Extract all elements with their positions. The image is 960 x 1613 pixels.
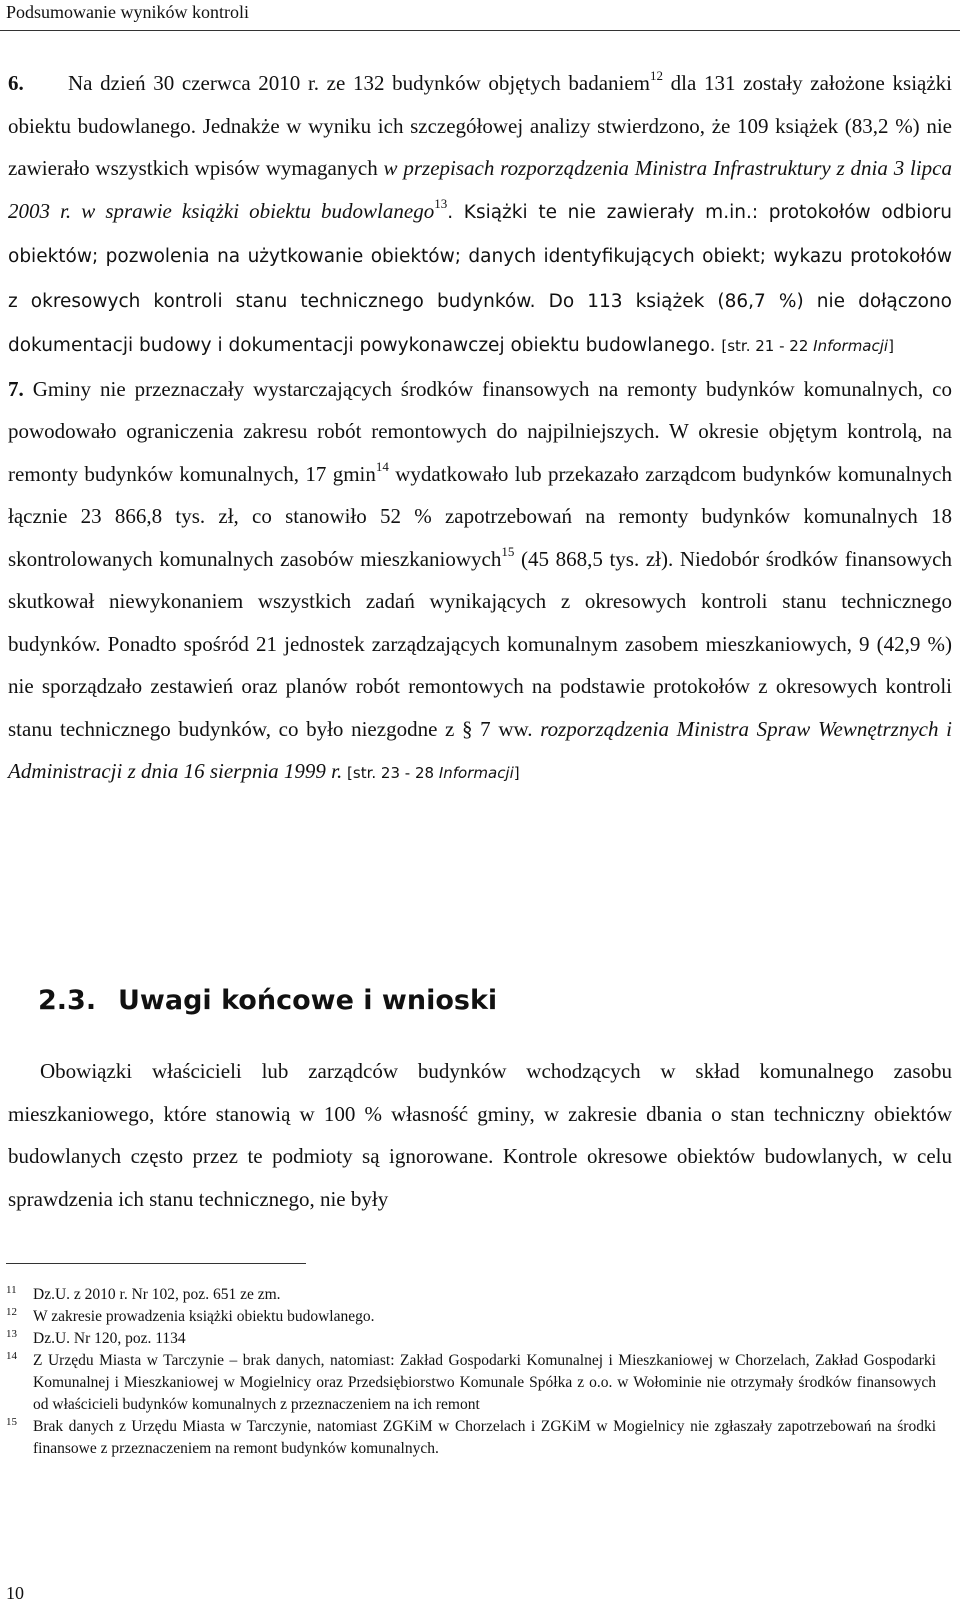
section-heading bbox=[38, 985, 497, 1016]
text: wydatkowało lub przekazało zarządcom budynków komunalnych łącznie 23 866,8 tys. zł, co stanowiło 52 % zapotrzebowań na remonty budynków komunalnych 18 skontrolowanych komunalnych zasobów mieszkaniowych bbox=[8, 461, 952, 571]
page-reference-end: ] bbox=[888, 337, 894, 355]
item-number: 6. bbox=[8, 71, 24, 95]
footnote-text: Dz.U. Nr 120, poz. 1134 bbox=[33, 1330, 186, 1347]
text: Na dzień 30 czerwca 2010 r. ze 132 budynków objętych badaniem bbox=[68, 71, 651, 95]
running-header: Podsumowanie wyników kontroli bbox=[6, 2, 249, 22]
section-number: 2.3. bbox=[38, 985, 97, 1016]
footnote-ref: 13 bbox=[434, 195, 448, 211]
item-number: 7. bbox=[8, 376, 24, 401]
page-number: 10 bbox=[6, 1583, 24, 1603]
page-reference-doc: Informacji bbox=[813, 337, 889, 355]
page-reference: [str. 21 - 22 bbox=[721, 337, 814, 355]
footnote-number: 15 bbox=[6, 1416, 17, 1428]
legal-act-citation: rozporządzenia Ministra Spraw Wewnętrznych i Administracji z dnia 16 sierpnia 1999 r. bbox=[8, 716, 952, 783]
footnote-number: 14 bbox=[6, 1350, 17, 1362]
footnote bbox=[6, 1328, 936, 1350]
footnote-text: Dz.U. z 2010 r. Nr 102, poz. 651 ze zm. bbox=[33, 1286, 281, 1303]
page-reference-end: ] bbox=[513, 764, 520, 782]
footnote-divider bbox=[6, 1263, 306, 1264]
footnote bbox=[6, 1284, 936, 1306]
text: Gminy nie przeznaczały wystarczających środków finansowych na remonty budynków komunalnych, co powodowało ograniczenia zakresu robót remontowych do najpilniejszych. W okresie objętym kontrolą, na remonty budynków komunalnych, 17 gmin bbox=[8, 376, 952, 486]
footnote-number: 11 bbox=[6, 1284, 17, 1296]
footnote-ref: 15 bbox=[501, 543, 515, 559]
text: . Książki te nie zawierały m.in.: protokołów odbioru obiektów; pozwolenia na użytkowanie obiektów; danych identyfikujących obiekt; wykazu protokołów z okresowych kontroli stanu technicznego budynków. Do 113 książek (86,7 %) nie dołączono dokumentacji budowy i dokumentacji powykonawczej obiektu budowlanego. bbox=[8, 201, 952, 356]
section-title: Uwagi końcowe i wnioski bbox=[118, 985, 498, 1016]
footnote-text: Brak danych z Urzędu Miasta w Tarczynie, natomiast ZGKiM w Chorzelach i ZGKiM w Mogielnicy nie zgłaszały zapotrzebowań na środki finansowe z przeznaczeniem na remont budynków komunalnych. bbox=[33, 1418, 936, 1457]
paragraph-item-7 bbox=[8, 368, 952, 795]
legal-act-citation: w przepisach rozporządzenia Ministra Infrastruktury z dnia 3 lipca 2003 r. w sprawie książki obiektu budowlanego bbox=[8, 156, 953, 223]
text: dla 131 zostały założone książki obiektu budowlanego. Jednakże w wyniku ich szczegółowej analizy stwierdzono, że 109 książek (83,2 %) nie zawierało wszystkich wpisów wymaganych bbox=[8, 71, 952, 180]
footnote-ref: 14 bbox=[375, 458, 389, 474]
footnote-ref: 12 bbox=[650, 68, 664, 83]
footnotes bbox=[6, 1284, 936, 1460]
page-reference: [str. 23 - 28 bbox=[342, 764, 439, 782]
text: (45 868,5 tys. zł). Niedobór środków finansowych skutkował niewykonaniem wszystkich zadań wynikających z okresowych kontroli stanu technicznego budynków. Ponadto spośród 21 jednostek zarządzających komunalnym zasobem mieszkaniowych, 9 (42,9 %) nie sporządzało zestawień oraz planów robót remontowych na podstawie protokołów z okresowych kontroli stanu technicznego budynków, co było niezgodne z § 7 ww. bbox=[8, 546, 952, 741]
footnote-number: 12 bbox=[6, 1306, 17, 1318]
main-content bbox=[8, 62, 952, 795]
footnote-text: Z Urzędu Miasta w Tarczynie – brak danych, natomiast: Zakład Gospodarki Komunalnej i Mieszkaniowej w Chorzelach, Zakład Gospodarki Komunalnej i Mieszkaniowej w Mogielnicy oraz Przedsiębiorstwo Komunale Spółka z o.o. w Wołominie nie otrzymały środków finansowych od właścicieli budynków komunalnych z przeznaczeniem na ich remont bbox=[33, 1352, 936, 1413]
footnote-number: 13 bbox=[6, 1328, 17, 1340]
paragraph-item-6 bbox=[8, 62, 952, 368]
footnote bbox=[6, 1416, 936, 1460]
footnote-text: W zakresie prowadzenia książki obiektu budowlanego. bbox=[33, 1308, 375, 1325]
section-paragraph: Obowiązki właścicieli lub zarządców budynków wchodzących w skład komunalnego zasobu mieszkaniowego, które stanowią w 100 % własność gminy, w zakresie dbania o stan techniczny obiektów budowlanych często przez te podmioty są ignorowane. Kontrole okresowe obiektów budowlanych, w celu sprawdzenia ich stanu technicznego, nie były bbox=[8, 1059, 952, 1211]
header-divider bbox=[0, 30, 960, 31]
page-reference-doc: Informacji bbox=[438, 764, 514, 782]
footnote bbox=[6, 1350, 936, 1416]
footnote bbox=[6, 1306, 936, 1328]
